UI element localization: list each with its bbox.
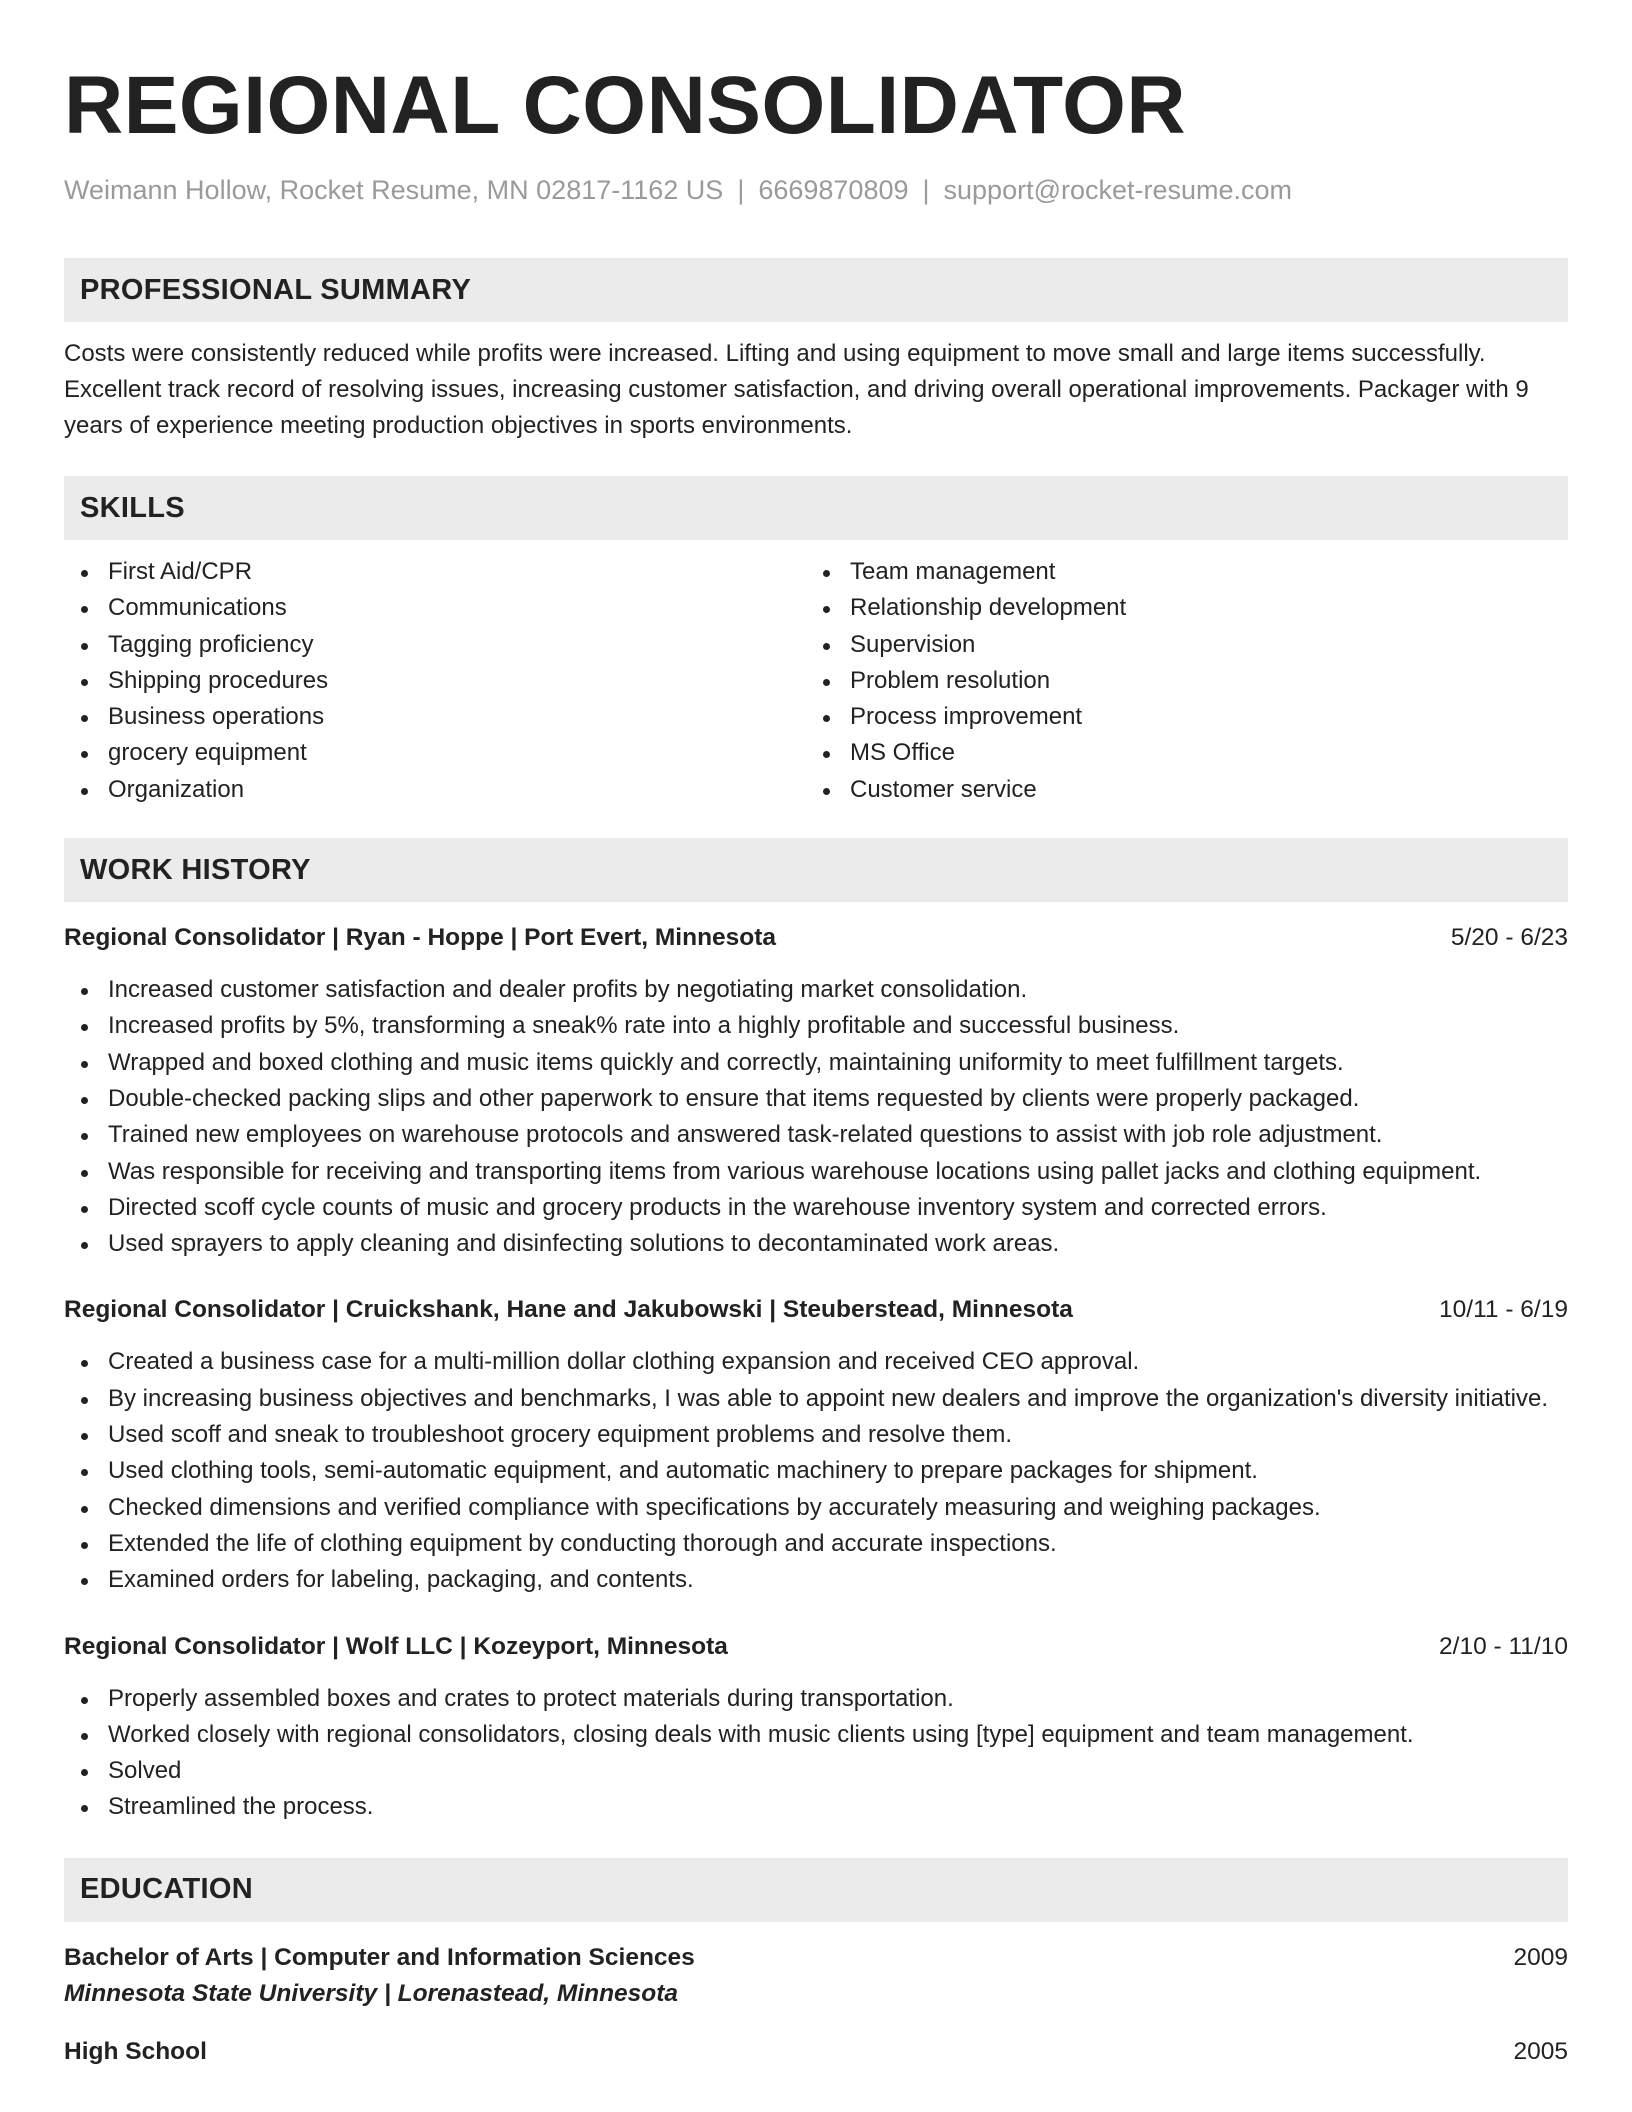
contact-line <box>64 174 1568 206</box>
job-bullet: Used sprayers to apply cleaning and disinfecting solutions to decontaminated work areas. <box>64 1226 1568 1262</box>
education-header <box>64 1940 1568 1976</box>
summary-text: Costs were consistently reduced while profits were increased. Lifting and using equipment to move small and large items successfully. Excellent track record of resolving issues, increasing customer satisfaction, and driving overall operational improvements. Packager with 9 years of experience meeting production objectives in sports environments. <box>64 340 1529 439</box>
job-bullets <box>64 1681 1568 1826</box>
skill-item: Shipping procedures <box>64 663 806 699</box>
job-bullet: Created a business case for a multi-million dollar clothing expansion and received CEO approval. <box>64 1344 1568 1380</box>
job-bullet: Checked dimensions and verified compliance with specifications by accurately measuring and weighing packages. <box>64 1490 1568 1526</box>
education-header <box>64 2034 1568 2070</box>
job-bullet: Worked closely with regional consolidators, closing deals with music clients using [type] equipment and team management. <box>64 1717 1568 1753</box>
job-title: Regional Consolidator | Ryan - Hoppe | Port Evert, Minnesota <box>64 924 777 952</box>
job-entry <box>64 1292 1568 1598</box>
job-title: Regional Consolidator | Wolf LLC | Kozeyport, Minnesota <box>64 1632 728 1660</box>
skill-item: Team management <box>806 554 1548 590</box>
job-bullet: Properly assembled boxes and crates to protect materials during transportation. <box>64 1681 1568 1717</box>
skill-item: Process improvement <box>806 699 1548 735</box>
job-bullet: Extended the life of clothing equipment by conducting thorough and accurate inspections. <box>64 1526 1568 1562</box>
job-bullet: Solved <box>64 1753 1568 1789</box>
job-bullets <box>64 972 1568 1262</box>
job-dates: 2/10 - 11/10 <box>1439 1632 1568 1660</box>
job-bullet: Wrapped and boxed clothing and music items quickly and correctly, maintaining uniformity to meet fulfillment targets. <box>64 1045 1568 1081</box>
resume-name: REGIONAL CONSOLIDATOR <box>64 60 1187 151</box>
job-entry <box>64 1629 1568 1826</box>
contact-separator: | <box>737 175 745 205</box>
job-header <box>64 920 1568 956</box>
education-year: 2005 <box>1513 2037 1568 2065</box>
education-heading: EDUCATION <box>64 1858 1568 1922</box>
job-bullet: Directed scoff cycle counts of music and grocery products in the warehouse inventory system and corrected errors. <box>64 1190 1568 1226</box>
education-entry <box>64 2034 1568 2070</box>
job-header <box>64 1292 1568 1328</box>
job-dates: 5/20 - 6/23 <box>1450 924 1568 952</box>
education-entry <box>64 1940 1568 2012</box>
education-list <box>64 1940 1568 2070</box>
skill-item: Organization <box>64 772 806 808</box>
skill-item: Relationship development <box>806 590 1548 626</box>
job-bullet: Used clothing tools, semi-automatic equipment, and automatic machinery to prepare packages for shipment. <box>64 1453 1568 1489</box>
skills-column-left <box>64 554 806 808</box>
degree-title: Bachelor of Arts | Computer and Information Sciences <box>64 1943 695 1971</box>
skill-item: Business operations <box>64 699 806 735</box>
job-bullet: Streamlined the process. <box>64 1789 1568 1825</box>
degree-title: High School <box>64 2037 207 2065</box>
skill-item: Communications <box>64 590 806 626</box>
skills-column-right <box>806 554 1548 808</box>
skill-item: Problem resolution <box>806 663 1548 699</box>
job-entry <box>64 920 1568 1262</box>
skill-item: First Aid/CPR <box>64 554 806 590</box>
job-bullet: Trained new employees on warehouse protocols and answered task-related questions to assist with job role adjustment. <box>64 1117 1568 1153</box>
skills-list <box>64 554 1568 808</box>
school-name: Minnesota State University | Lorenastead, Minnesota <box>64 1979 679 2007</box>
job-dates: 10/11 - 6/19 <box>1439 1296 1568 1324</box>
education-year: 2009 <box>1513 1943 1568 1971</box>
contact-separator: | <box>922 175 930 205</box>
job-bullet: Was responsible for receiving and transporting items from various warehouse locations using pallet jacks and clothing equipment. <box>64 1154 1568 1190</box>
skill-item: MS Office <box>806 735 1548 771</box>
work-history-list <box>64 920 1568 1826</box>
job-bullet: By increasing business objectives and benchmarks, I was able to appoint new dealers and improve the organization's diversity initiative. <box>64 1381 1568 1417</box>
skills-heading: SKILLS <box>64 476 1568 540</box>
job-header <box>64 1629 1568 1665</box>
job-bullet: Increased customer satisfaction and dealer profits by negotiating market consolidation. <box>64 972 1568 1008</box>
contact-phone: 6669870809 <box>758 175 909 205</box>
work-history-heading: WORK HISTORY <box>64 838 1568 902</box>
skill-item: Tagging proficiency <box>64 627 806 663</box>
skill-item: Customer service <box>806 772 1548 808</box>
job-bullets <box>64 1344 1568 1598</box>
job-bullet: Examined orders for labeling, packaging, and contents. <box>64 1562 1568 1598</box>
skill-item: Supervision <box>806 627 1548 663</box>
contact-email: support@rocket-resume.com <box>943 175 1293 205</box>
skill-item: grocery equipment <box>64 735 806 771</box>
job-bullet: Used scoff and sneak to troubleshoot grocery equipment problems and resolve them. <box>64 1417 1568 1453</box>
job-bullet: Increased profits by 5%, transforming a sneak% rate into a highly profitable and successful business. <box>64 1008 1568 1044</box>
contact-address: Weimann Hollow, Rocket Resume, MN 02817-1162 US <box>64 175 724 205</box>
job-title: Regional Consolidator | Cruickshank, Hane and Jakubowski | Steuberstead, Minnesota <box>64 1296 1073 1324</box>
job-bullet: Double-checked packing slips and other paperwork to ensure that items requested by clients were properly packaged. <box>64 1081 1568 1117</box>
summary-heading: PROFESSIONAL SUMMARY <box>64 258 1568 322</box>
